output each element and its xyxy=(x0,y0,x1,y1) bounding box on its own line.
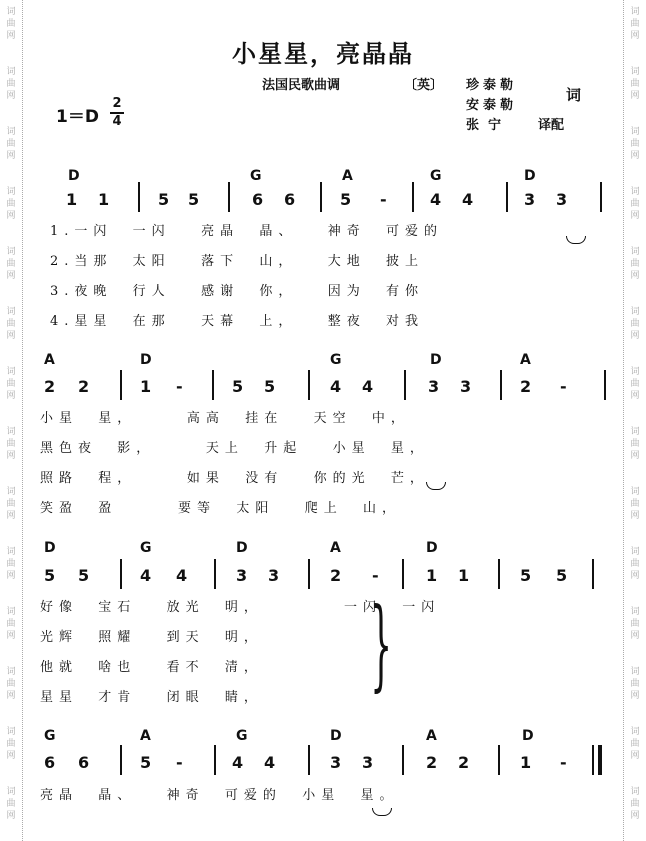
watermark-char: 网 xyxy=(6,691,16,701)
barline xyxy=(592,559,594,589)
watermark-char: 网 xyxy=(630,31,640,41)
watermark-char: 网 xyxy=(6,271,16,281)
barline xyxy=(404,370,406,400)
barline xyxy=(402,745,404,775)
note: 2 xyxy=(458,753,470,772)
lyric-line: 星星 才肯 闭眼 睛， xyxy=(40,690,263,705)
note-extension: - xyxy=(380,190,387,209)
watermark-char: 网 xyxy=(6,31,16,41)
note: 2 xyxy=(330,566,342,585)
watermark-char: 曲 xyxy=(630,139,640,149)
watermark-left-3 xyxy=(0,186,22,222)
note: 5 xyxy=(264,377,276,396)
note: 3 xyxy=(556,190,568,209)
watermark-char: 网 xyxy=(6,211,16,221)
watermark-char: 词 xyxy=(630,547,640,557)
watermark-char: 词 xyxy=(6,367,16,377)
note: 5 xyxy=(158,190,170,209)
watermark-char: 词 xyxy=(630,487,640,497)
watermark-right-9 xyxy=(624,546,646,582)
watermark-char: 网 xyxy=(630,451,640,461)
final-barline xyxy=(592,745,594,775)
watermark-char: 词 xyxy=(6,547,16,557)
watermark-char: 曲 xyxy=(6,139,16,149)
barline xyxy=(120,370,122,400)
watermark-char: 词 xyxy=(6,487,16,497)
barline xyxy=(212,370,214,400)
barline xyxy=(214,745,216,775)
lyricist-role: 词 xyxy=(566,86,582,104)
time-signature-bottom: 4 xyxy=(112,114,122,129)
note: 4 xyxy=(140,566,152,585)
watermark-char: 网 xyxy=(630,151,640,161)
watermark-char: 网 xyxy=(6,511,16,521)
watermark-char: 词 xyxy=(6,307,16,317)
barline xyxy=(308,559,310,589)
watermark-char: 曲 xyxy=(6,499,16,509)
watermark-char: 词 xyxy=(6,787,16,797)
key-signature: 1＝D xyxy=(56,107,99,127)
note: 5 xyxy=(232,377,244,396)
note: 6 xyxy=(78,753,90,772)
watermark-char: 曲 xyxy=(630,199,640,209)
translator: 张 宁 xyxy=(466,118,502,133)
watermark-char: 网 xyxy=(630,631,640,641)
watermark-char: 词 xyxy=(630,607,640,617)
chord-symbol: A xyxy=(330,540,341,556)
chord-symbol: D xyxy=(522,728,534,744)
watermark-char: 曲 xyxy=(630,679,640,689)
watermark-right-10 xyxy=(624,606,646,642)
chord-symbol: G xyxy=(430,168,442,184)
note: 6 xyxy=(252,190,264,209)
watermark-char: 词 xyxy=(630,247,640,257)
watermark-char: 曲 xyxy=(630,799,640,809)
watermark-char: 曲 xyxy=(630,559,640,569)
lyricist-2: 安泰勒 xyxy=(466,98,518,113)
watermark-char: 曲 xyxy=(6,679,16,689)
chord-symbol: D xyxy=(68,168,80,184)
watermark-left-5 xyxy=(0,306,22,342)
note: 5 xyxy=(188,190,200,209)
watermark-right-11 xyxy=(624,666,646,702)
watermark-char: 曲 xyxy=(6,559,16,569)
note: 4 xyxy=(176,566,188,585)
watermark-char: 词 xyxy=(630,127,640,137)
barline xyxy=(412,182,414,212)
watermark-char: 词 xyxy=(630,307,640,317)
note: 1 xyxy=(66,190,78,209)
note: 5 xyxy=(140,753,152,772)
watermark-char: 曲 xyxy=(6,259,16,269)
chord-symbol: D xyxy=(44,540,56,556)
watermark-char: 曲 xyxy=(630,19,640,29)
slur-mark xyxy=(566,236,586,244)
watermark-char: 词 xyxy=(630,67,640,77)
chord-symbol: G xyxy=(44,728,56,744)
note: 3 xyxy=(330,753,342,772)
watermark-left-8 xyxy=(0,486,22,522)
translator-role: 译配 xyxy=(538,118,565,133)
watermark-char: 曲 xyxy=(630,499,640,509)
note: 6 xyxy=(44,753,56,772)
note: 5 xyxy=(340,190,352,209)
watermark-right-0 xyxy=(624,6,646,42)
barline xyxy=(214,559,216,589)
lyric-line: 光辉 照耀 到天 明， xyxy=(40,630,263,645)
time-signature xyxy=(110,97,124,129)
watermark-char: 词 xyxy=(630,727,640,737)
barline xyxy=(500,370,502,400)
watermark-right-5 xyxy=(624,306,646,342)
note: 4 xyxy=(264,753,276,772)
note: 2 xyxy=(78,377,90,396)
watermark-char: 网 xyxy=(6,151,16,161)
watermark-char: 曲 xyxy=(630,379,640,389)
lyric-line: 好像 宝石 放光 明， 一闪 一闪 xyxy=(40,600,441,615)
watermark-char: 词 xyxy=(6,247,16,257)
note: 5 xyxy=(556,566,568,585)
watermark-char: 网 xyxy=(6,811,16,821)
watermark-right-6 xyxy=(624,366,646,402)
note: 4 xyxy=(462,190,474,209)
lyric-line: 亮晶 晶、 神奇 可爱的 小星 星。 xyxy=(40,788,399,803)
lyric-line: 1.一闪 一闪 亮晶 晶、 神奇 可爱的 xyxy=(50,224,443,239)
watermark-char: 网 xyxy=(6,571,16,581)
lyricists-prefix: 〔英〕 xyxy=(404,78,444,93)
note: 3 xyxy=(268,566,280,585)
watermark-char: 词 xyxy=(630,7,640,17)
slur-mark xyxy=(426,482,446,490)
watermark-char: 曲 xyxy=(630,259,640,269)
chord-symbol: G xyxy=(330,352,342,368)
watermark-char: 曲 xyxy=(6,739,16,749)
watermark-char: 词 xyxy=(630,187,640,197)
lyric-line: 照路 程， 如果 没有 你的光 芒， xyxy=(40,471,429,486)
note: 6 xyxy=(284,190,296,209)
watermark-char: 曲 xyxy=(6,319,16,329)
watermark-char: 词 xyxy=(6,667,16,677)
chord-symbol: A xyxy=(140,728,151,744)
note-extension: - xyxy=(560,377,567,396)
watermark-left-11 xyxy=(0,666,22,702)
lyric-line: 小星 星， 高高 挂在 天空 中， xyxy=(40,411,410,426)
lyric-line: 黑色夜 影， 天上 升起 小星 星， xyxy=(40,441,429,456)
watermark-left-10 xyxy=(0,606,22,642)
watermark-char: 网 xyxy=(630,511,640,521)
time-signature-top: 2 xyxy=(112,96,122,111)
lyricist-1: 珍泰勒 xyxy=(466,78,518,93)
watermark-char: 曲 xyxy=(6,379,16,389)
watermark-left-7 xyxy=(0,426,22,462)
note: 1 xyxy=(140,377,152,396)
chord-symbol: D xyxy=(426,540,438,556)
watermark-char: 曲 xyxy=(630,79,640,89)
watermark-char: 词 xyxy=(6,727,16,737)
barline xyxy=(498,559,500,589)
note: 1 xyxy=(520,753,532,772)
watermark-char: 曲 xyxy=(630,439,640,449)
watermark-left-12 xyxy=(0,726,22,762)
chord-symbol: A xyxy=(426,728,437,744)
note: 4 xyxy=(232,753,244,772)
note: 1 xyxy=(426,566,438,585)
watermark-char: 词 xyxy=(6,67,16,77)
watermark-char: 词 xyxy=(630,367,640,377)
watermark-char: 曲 xyxy=(6,619,16,629)
barline xyxy=(120,559,122,589)
barline xyxy=(308,745,310,775)
watermark-char: 曲 xyxy=(6,79,16,89)
watermark-char: 网 xyxy=(630,691,640,701)
watermark-char: 网 xyxy=(6,391,16,401)
barline xyxy=(138,182,140,212)
note: 5 xyxy=(520,566,532,585)
chord-symbol: D xyxy=(330,728,342,744)
watermark-right-12 xyxy=(624,726,646,762)
note: 4 xyxy=(330,377,342,396)
barline xyxy=(498,745,500,775)
chord-symbol: G xyxy=(236,728,248,744)
watermark-char: 网 xyxy=(6,451,16,461)
watermark-left-6 xyxy=(0,366,22,402)
watermark-char: 曲 xyxy=(630,319,640,329)
barline xyxy=(120,745,122,775)
watermark-char: 词 xyxy=(630,787,640,797)
lyric-line: 他就 啥也 看不 清， xyxy=(40,660,263,675)
chord-symbol: D xyxy=(430,352,442,368)
note: 3 xyxy=(460,377,472,396)
watermark-char: 网 xyxy=(630,271,640,281)
watermark-right-13 xyxy=(624,786,646,822)
note: 5 xyxy=(78,566,90,585)
note: 4 xyxy=(430,190,442,209)
watermark-char: 词 xyxy=(6,187,16,197)
watermark-char: 网 xyxy=(630,391,640,401)
watermark-right-2 xyxy=(624,126,646,162)
barline xyxy=(600,182,602,212)
watermark-right-8 xyxy=(624,486,646,522)
note: 3 xyxy=(524,190,536,209)
note: 1 xyxy=(458,566,470,585)
watermark-char: 网 xyxy=(630,211,640,221)
chord-symbol: G xyxy=(140,540,152,556)
watermark-char: 词 xyxy=(6,427,16,437)
note: 1 xyxy=(98,190,110,209)
watermark-char: 词 xyxy=(6,607,16,617)
verse-brace: } xyxy=(370,588,393,702)
note: 2 xyxy=(426,753,438,772)
watermark-char: 曲 xyxy=(6,199,16,209)
watermark-char: 网 xyxy=(630,811,640,821)
watermark-right-1 xyxy=(624,66,646,102)
watermark-char: 词 xyxy=(630,427,640,437)
barline xyxy=(506,182,508,212)
watermark-char: 曲 xyxy=(6,799,16,809)
note-extension: - xyxy=(372,566,379,585)
lyric-line: 3.夜晚 行人 感谢 你， 因为 有你 xyxy=(50,284,424,299)
watermark-char: 网 xyxy=(6,91,16,101)
note: 3 xyxy=(362,753,374,772)
watermark-char: 网 xyxy=(630,571,640,581)
note-extension: - xyxy=(560,753,567,772)
watermark-left-0 xyxy=(0,6,22,42)
watermark-left-13 xyxy=(0,786,22,822)
chord-symbol: A xyxy=(342,168,353,184)
watermark-left-9 xyxy=(0,546,22,582)
note: 2 xyxy=(44,377,56,396)
song-title: 小星星，亮晶晶 xyxy=(232,40,414,68)
note: 5 xyxy=(44,566,56,585)
chord-symbol: G xyxy=(250,168,262,184)
watermark-left-2 xyxy=(0,126,22,162)
chord-symbol: D xyxy=(236,540,248,556)
barline xyxy=(402,559,404,589)
watermark-char: 曲 xyxy=(630,739,640,749)
watermark-char: 网 xyxy=(630,751,640,761)
watermark-char: 曲 xyxy=(6,19,16,29)
lyric-line: 4.星星 在那 天幕 上， 整夜 对我 xyxy=(50,314,424,329)
watermark-char: 曲 xyxy=(6,439,16,449)
note: 4 xyxy=(362,377,374,396)
watermark-char: 词 xyxy=(630,667,640,677)
note: 3 xyxy=(428,377,440,396)
note: 2 xyxy=(520,377,532,396)
barline xyxy=(320,182,322,212)
watermark-char: 网 xyxy=(6,631,16,641)
note-extension: - xyxy=(176,753,183,772)
chord-symbol: D xyxy=(140,352,152,368)
lyric-line: 2.当那 太阳 落下 山， 大地 披上 xyxy=(50,254,424,269)
watermark-char: 网 xyxy=(630,331,640,341)
watermark-char: 网 xyxy=(6,751,16,761)
chord-symbol: A xyxy=(520,352,531,368)
barline xyxy=(604,370,606,400)
watermark-right-7 xyxy=(624,426,646,462)
chord-symbol: A xyxy=(44,352,55,368)
note-extension: - xyxy=(176,377,183,396)
watermark-right-3 xyxy=(624,186,646,222)
watermark-char: 词 xyxy=(6,127,16,137)
barline xyxy=(308,370,310,400)
watermark-left-4 xyxy=(0,246,22,282)
slur-mark xyxy=(372,808,392,816)
melody-source: 法国民歌曲调 xyxy=(262,78,341,93)
note: 3 xyxy=(236,566,248,585)
watermark-char: 词 xyxy=(6,7,16,17)
barline xyxy=(228,182,230,212)
watermark-char: 网 xyxy=(630,91,640,101)
watermark-char: 网 xyxy=(6,331,16,341)
watermark-left-1 xyxy=(0,66,22,102)
chord-symbol: D xyxy=(524,168,536,184)
watermark-right-4 xyxy=(624,246,646,282)
watermark-char: 曲 xyxy=(630,619,640,629)
final-barline xyxy=(598,745,602,775)
lyric-line: 笑盈 盈 要等 太阳 爬上 山， xyxy=(40,501,401,516)
